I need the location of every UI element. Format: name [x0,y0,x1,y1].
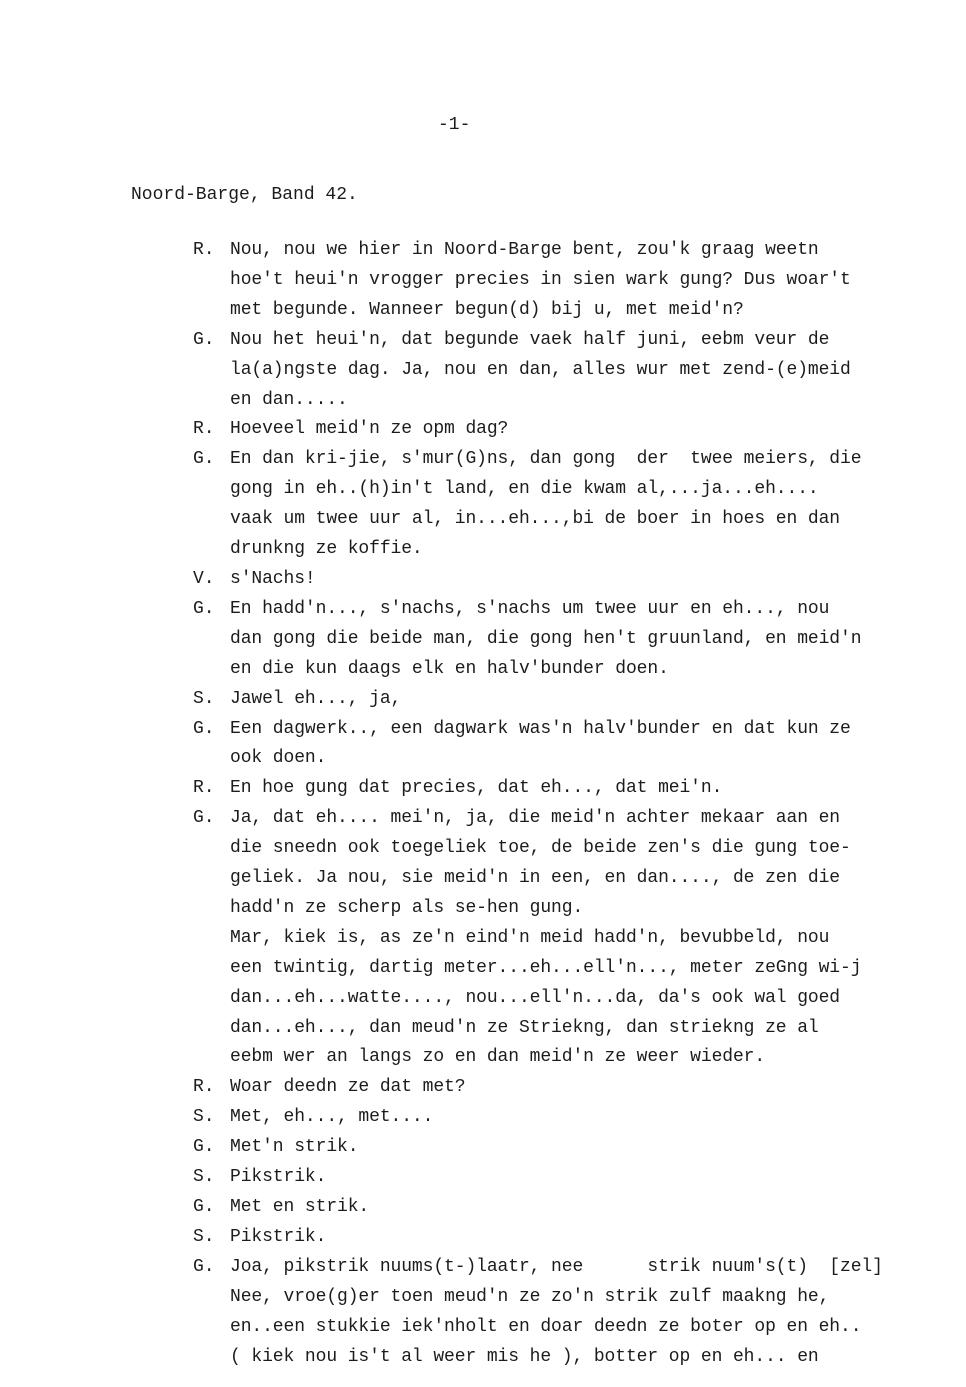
dialogue-turn [193,326,963,416]
speaker-label: R. [193,1077,215,1098]
speaker-label: S. [193,688,215,709]
transcript-line: hoe't heui'n vrogger precies in sien wark gung? Dus woar't [230,269,851,290]
transcript-line: dan gong die beide man, die gong hen't gruunland, en meid'n [230,628,862,649]
transcript-line: Ja, dat eh.... mei'n, ja, die meid'n achter mekaar aan en [230,808,841,829]
dialogue-turn [193,1193,963,1223]
transcript-line: en dan..... [230,389,348,410]
dialogue-turn [193,715,963,775]
transcript-line: en die kun daags elk en halv'bunder doen. [230,658,669,679]
dialogue-turn [193,1163,963,1193]
transcript-line: Met'n strik. [230,1137,359,1158]
transcript-line: la(a)ngste dag. Ja, nou en dan, alles wur met zend-(e)meid [230,359,851,380]
dialogue-turn [193,236,963,326]
transcript-line: Mar, kiek is, as ze'n eind'n meid hadd'n, bevubbeld, nou [230,927,830,948]
dialogue-turn [193,1073,963,1103]
transcript-line: En dan kri-jie, s'mur(G)ns, dan gong der twee meiers, die [230,449,862,470]
transcript-line: een twintig, dartig meter...eh...ell'n..., meter zeGng wi-j [230,957,862,978]
speaker-label: R. [193,778,215,799]
speaker-label: G. [193,1256,215,1277]
dialogue-turn [193,804,963,1073]
transcript-line: s'Nachs! [230,568,316,589]
transcript-line: Nou, nou we hier in Noord-Barge bent, zou'k graag weetn [230,240,819,260]
dialogue-turn [193,595,963,685]
transcript-line: Een dagwerk.., een dagwark was'n halv'bunder en dat kun ze [230,718,851,739]
transcript-line: gong in eh..(h)in't land, en die kwam al,...ja...eh.... [230,479,819,500]
transcript-line: En hadd'n..., s'nachs, s'nachs um twee uur en eh..., nou [230,598,830,619]
speaker-label: G. [193,1137,215,1158]
transcript-line: dan...eh...watte...., nou...ell'n...da, da's ook wal goed [230,987,841,1008]
transcript-line: En hoe gung dat precies, dat eh..., dat mei'n. [230,778,723,799]
transcript-line: geliek. Ja nou, sie meid'n in een, en dan...., de zen die [230,868,841,889]
speaker-label: V. [193,568,215,589]
transcript-line: ( kiek nou is't al weer mis he ), botter op en eh... en [230,1346,819,1367]
transcript-line: eebm wer an langs zo en dan meid'n ze weer wieder. [230,1047,766,1068]
transcript-line: Nee, vroe(g)er toen meud'n ze zo'n strik zulf maakng he, [230,1286,830,1307]
dialogue-turn [193,1253,963,1373]
dialogue-turn [193,1133,963,1163]
speaker-label: S. [193,1226,215,1247]
speaker-label: G. [193,1197,215,1217]
dialogue-turn [193,415,963,445]
transcript-line: Met, eh..., met.... [230,1107,434,1128]
speaker-label: S. [193,1107,215,1128]
speaker-label: G. [193,329,215,350]
dialogue-turn [193,774,963,804]
dialogue-turn [193,1223,963,1253]
dialogue-turn [193,565,963,595]
speaker-label: G. [193,598,215,619]
transcript-line: Joa, pikstrik nuums(t-)laatr, nee strik nuum's(t) [zel] [230,1256,883,1277]
transcript-line: Pikstrik. [230,1226,327,1247]
document-title: Noord-Barge, Band 42. [131,185,358,205]
transcript-line: Jawel eh..., ja, [230,688,402,709]
transcript-line: dan...eh..., dan meud'n ze Striekng, dan striekng ze al [230,1017,819,1038]
transcript-line: Met en strik. [230,1197,370,1217]
speaker-label: R. [193,419,215,440]
dialogue-turn [193,685,963,715]
transcript-line: Woar deedn ze dat met? [230,1077,466,1098]
transcript-line: Pikstrik. [230,1167,327,1188]
transcript-line: met begunde. Wanneer begun(d) bij u, met meid'n? [230,299,744,320]
transcript-line: Hoeveel meid'n ze opm dag? [230,419,509,440]
transcript-line: hadd'n ze scherp als se-hen gung. [230,897,584,918]
speaker-label: G. [193,718,215,739]
transcript-line: drunkng ze koffie. [230,539,423,560]
speaker-label: G. [193,449,215,470]
speaker-label: S. [193,1167,215,1188]
speaker-label: G. [193,808,215,829]
page-number: -1- [438,115,471,135]
transcript-line: vaak um twee uur al, in...eh...,bi de boer in hoes en dan [230,509,841,530]
transcript-line: Nou het heui'n, dat begunde vaek half juni, eebm veur de [230,329,830,350]
transcript-line: die sneedn ook toegeliek toe, de beide zen's die gung toe- [230,838,851,859]
dialogue-turn [193,1103,963,1133]
transcript-line: ook doen. [230,748,327,769]
transcript-dialogue [193,236,963,1372]
transcript-line: en..een stukkie iek'nholt en doar deedn ze boter op en eh.. [230,1316,862,1337]
speaker-label: R. [193,240,215,260]
dialogue-turn [193,445,963,565]
